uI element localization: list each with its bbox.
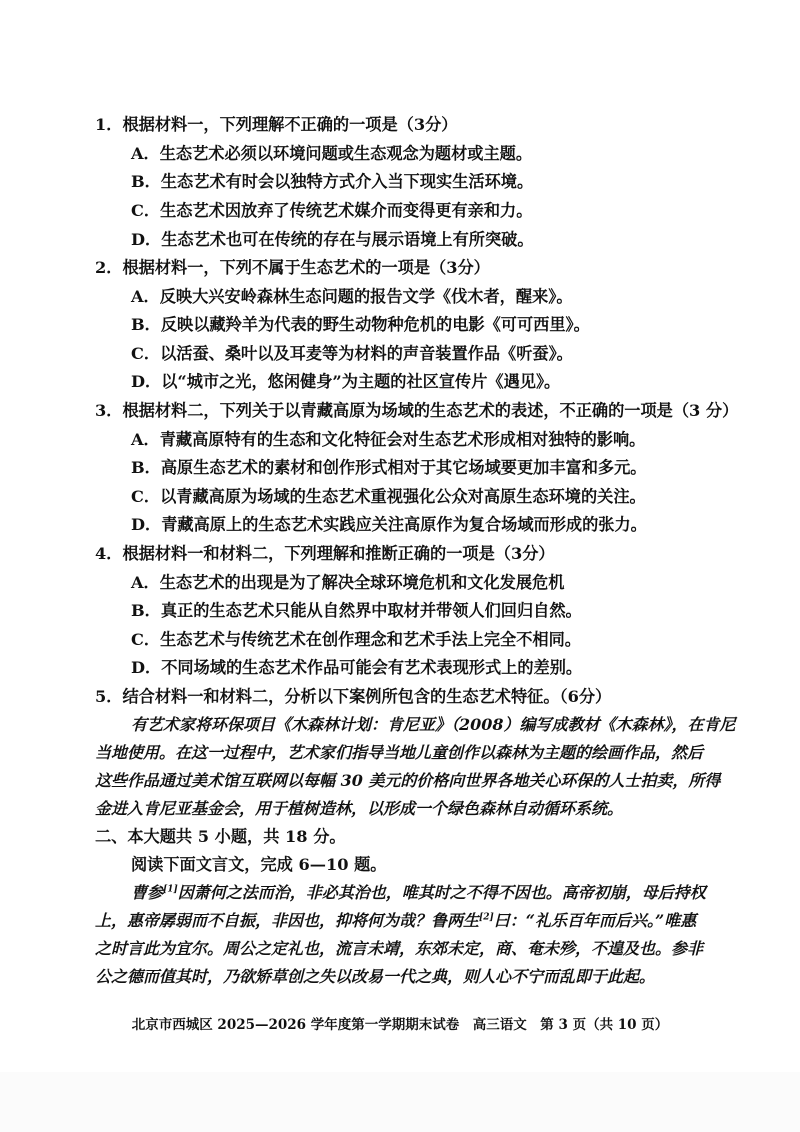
passage-line: [95, 913, 696, 929]
question-2-option-b: B．反映以藏羚羊为代表的野生动物种危机的电影《可可西里》。: [131, 315, 590, 334]
passage-line: [131, 885, 706, 901]
passage-text: 上，惠帝孱弱而不自振，非因也，抑将何为哉？鲁两生: [95, 911, 480, 930]
question-4-option-c: C．生态艺术与传统艺术在创作理念和艺术手法上完全不相同。: [131, 630, 581, 649]
question-3-option-d: D．青藏高原上的生态艺术实践应关注高原作为复合场域而形成的张力。: [131, 515, 647, 534]
question-5-case-line: 这些作品通过美术馆互联网以每幅 30 美元的价格向世界各地关心环保的人士拍卖，所得: [95, 771, 721, 790]
passage-text: 曰：“礼乐百年而后兴。”唯惠: [493, 911, 697, 930]
question-1-option-c: C．生态艺术因放弃了传统艺术媒介而变得更有亲和力。: [131, 201, 533, 220]
footnote-marker: [2]: [479, 912, 494, 923]
question-3-option-a: A．青藏高原特有的生态和文化特征会对生态艺术形成相对独特的影响。: [131, 430, 646, 449]
question-5-case-line: 有艺术家将环保项目《木森林计划：肯尼亚》（2008）编写成教材《木森林》，在肯尼: [131, 715, 736, 734]
question-1-option-a: A．生态艺术必须以环境问题或生态观念为题材或主题。: [131, 144, 533, 163]
question-3-option-c: C．以青藏高原为场域的生态艺术重视强化公众对高原生态环境的关注。: [131, 487, 646, 506]
question-5-case-line: 当地使用。在这一过程中，艺术家们指导当地儿童创作以森林为主题的绘画作品，然后: [95, 743, 704, 762]
passage-line: 公之德而值其时，乃欲矫草创之失以改易一代之典，则人心不宁而乱即于此起。: [95, 967, 656, 986]
question-2-option-a: A．反映大兴安岭森林生态问题的报告文学《伐木者，醒来》。: [131, 287, 573, 306]
passage-line: 之时言此为宜尔。周公之定礼也，流言未靖，东郊未定，商、奄未殄，不遑及也。参非: [95, 939, 704, 958]
question-5-case-line: 金进入肯尼亚基金会，用于植树造林，以形成一个绿色森林自动循环系统。: [95, 799, 624, 818]
question-3-stem: 3．根据材料二，下列关于以青藏高原为场域的生态艺术的表述，不正确的一项是（3 分）: [95, 401, 739, 420]
question-1-option-d: D．生态艺术也可在传统的存在与展示语境上有所突破。: [131, 230, 534, 249]
question-2-stem: 2．根据材料一，下列不属于生态艺术的一项是（3分）: [95, 258, 490, 277]
question-3-option-b: B．高原生态艺术的素材和创作形式相对于其它场域要更加丰富和多元。: [131, 458, 647, 477]
page-footer: 北京市西城区 2025—2026 学年度第一学期期末试卷 高三语文 第 3 页（共 10 页）: [131, 1017, 669, 1033]
section-instruction: 阅读下面文言文，完成 6—10 题。: [131, 855, 387, 874]
question-4-option-d: D．不同场域的生态艺术作品可能会有艺术表现形式上的差别。: [131, 658, 583, 677]
question-2-option-c: C．以活蚕、桑叶以及耳麦等为材料的声音装置作品《听蚕》。: [131, 344, 573, 363]
question-4-option-a: A．生态艺术的出现是为了解决全球环境危机和文化发展危机: [131, 573, 565, 592]
question-4-option-b: B．真正的生态艺术只能从自然界中取材并带领人们回归自然。: [131, 601, 582, 620]
scan-margin: [0, 1072, 800, 1132]
question-1-stem: 1．根据材料一，下列理解不正确的一项是（3分）: [95, 115, 458, 134]
passage-text: 因萧何之法而治，非必其治也，唯其时之不得不因也。高帝初崩，母后持权: [177, 883, 706, 902]
footnote-marker: [1]: [163, 884, 178, 895]
question-1-option-b: B．生态艺术有时会以独特方式介入当下现实生活环境。: [131, 172, 534, 191]
passage-text: 曹参: [131, 883, 164, 902]
question-4-stem: 4．根据材料一和材料二，下列理解和推断正确的一项是（3分）: [95, 544, 555, 563]
question-5-stem: 5．结合材料一和材料二，分析以下案例所包含的生态艺术特征。（6分）: [95, 687, 612, 706]
question-2-option-d: D．以“城市之光，悠闲健身”为主题的社区宣传片《遇见》。: [131, 372, 561, 391]
section-heading: 二、本大题共 5 小题，共 18 分。: [95, 827, 346, 846]
